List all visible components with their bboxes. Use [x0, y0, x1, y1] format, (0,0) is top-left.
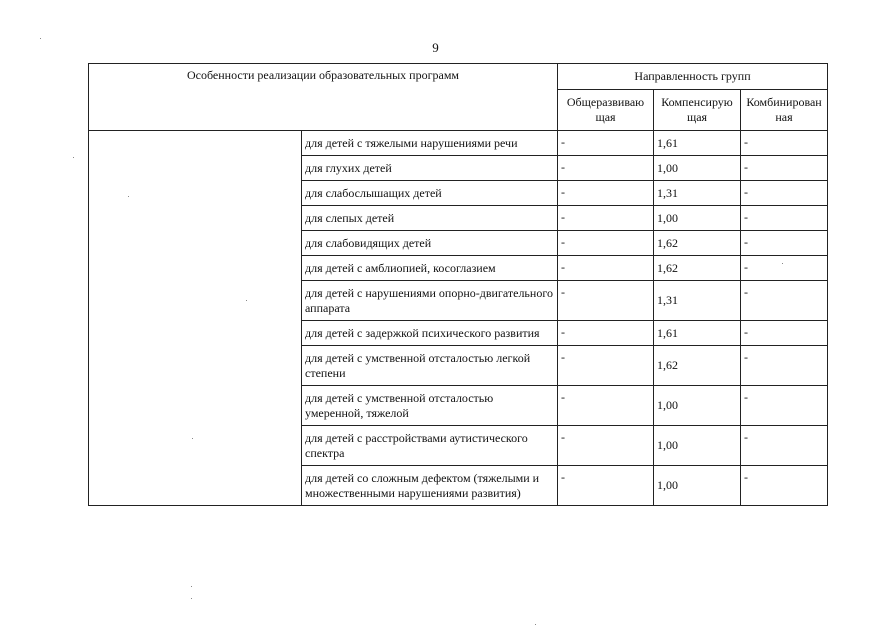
row-label: для детей с умственной отсталостью умеренной, тяжелой: [302, 386, 558, 426]
scan-speck: [73, 157, 74, 158]
cell-general: -: [558, 386, 654, 426]
cell-compensating: 1,00: [654, 206, 741, 231]
header-program-features: Особенности реализации образовательных программ: [89, 64, 558, 131]
cell-compensating: 1,00: [654, 386, 741, 426]
row-label: для слабовидящих детей: [302, 231, 558, 256]
row-label: для слепых детей: [302, 206, 558, 231]
cell-general: -: [558, 131, 654, 156]
cell-combined: -: [741, 346, 828, 386]
row-label: для глухих детей: [302, 156, 558, 181]
cell-general: -: [558, 181, 654, 206]
table-row: [89, 131, 828, 156]
cell-general: -: [558, 206, 654, 231]
scan-speck: [191, 598, 192, 599]
cell-compensating: 1,00: [654, 426, 741, 466]
row-label: для детей с нарушениями опорно-двигательного аппарата: [302, 281, 558, 321]
cell-compensating: 1,61: [654, 131, 741, 156]
row-label: для детей с амблиопией, косоглазием: [302, 256, 558, 281]
cell-compensating: 1,00: [654, 466, 741, 506]
table-header-row: [89, 64, 828, 90]
scan-speck: [40, 38, 41, 39]
scan-speck: [192, 438, 193, 439]
cell-combined: -: [741, 426, 828, 466]
cell-combined: -: [741, 386, 828, 426]
cell-combined: -: [741, 181, 828, 206]
scan-speck: [128, 196, 129, 197]
scan-speck: [191, 586, 192, 587]
cell-general: -: [558, 281, 654, 321]
row-label: для слабослышащих детей: [302, 181, 558, 206]
column-combined: Комбинирован ная: [741, 90, 828, 131]
column-compensating: Компенсирую щая: [654, 90, 741, 131]
cell-compensating: 1,00: [654, 156, 741, 181]
cell-combined: -: [741, 206, 828, 231]
header-group-orientation: Направленность групп: [558, 64, 828, 90]
scan-speck: [246, 300, 247, 301]
cell-general: -: [558, 426, 654, 466]
row-label: для детей со сложным дефектом (тяжелыми и множественными нарушениями развития): [302, 466, 558, 506]
cell-compensating: 1,31: [654, 181, 741, 206]
cell-general: -: [558, 321, 654, 346]
cell-combined: -: [741, 231, 828, 256]
cell-compensating: 1,31: [654, 281, 741, 321]
cell-general: -: [558, 346, 654, 386]
cell-compensating: 1,62: [654, 346, 741, 386]
cell-combined: -: [741, 256, 828, 281]
cell-combined: -: [741, 321, 828, 346]
funding-coefficients-table: [88, 63, 828, 506]
cell-general: -: [558, 156, 654, 181]
empty-category-cell: [89, 131, 302, 506]
cell-general: -: [558, 231, 654, 256]
cell-combined: -: [741, 466, 828, 506]
column-general: Общеразвиваю щая: [558, 90, 654, 131]
row-label: для детей с расстройствами аутистического спектра: [302, 426, 558, 466]
cell-combined: -: [741, 281, 828, 321]
row-label: для детей с задержкой психического развития: [302, 321, 558, 346]
cell-compensating: 1,61: [654, 321, 741, 346]
cell-general: -: [558, 256, 654, 281]
cell-combined: -: [741, 156, 828, 181]
scan-speck: [535, 624, 536, 625]
scan-speck: [782, 263, 783, 264]
cell-general: -: [558, 466, 654, 506]
row-label: для детей с умственной отсталостью легкой степени: [302, 346, 558, 386]
cell-combined: -: [741, 131, 828, 156]
cell-compensating: 1,62: [654, 256, 741, 281]
row-label: для детей с тяжелыми нарушениями речи: [302, 131, 558, 156]
page-number: 9: [432, 40, 439, 55]
cell-compensating: 1,62: [654, 231, 741, 256]
